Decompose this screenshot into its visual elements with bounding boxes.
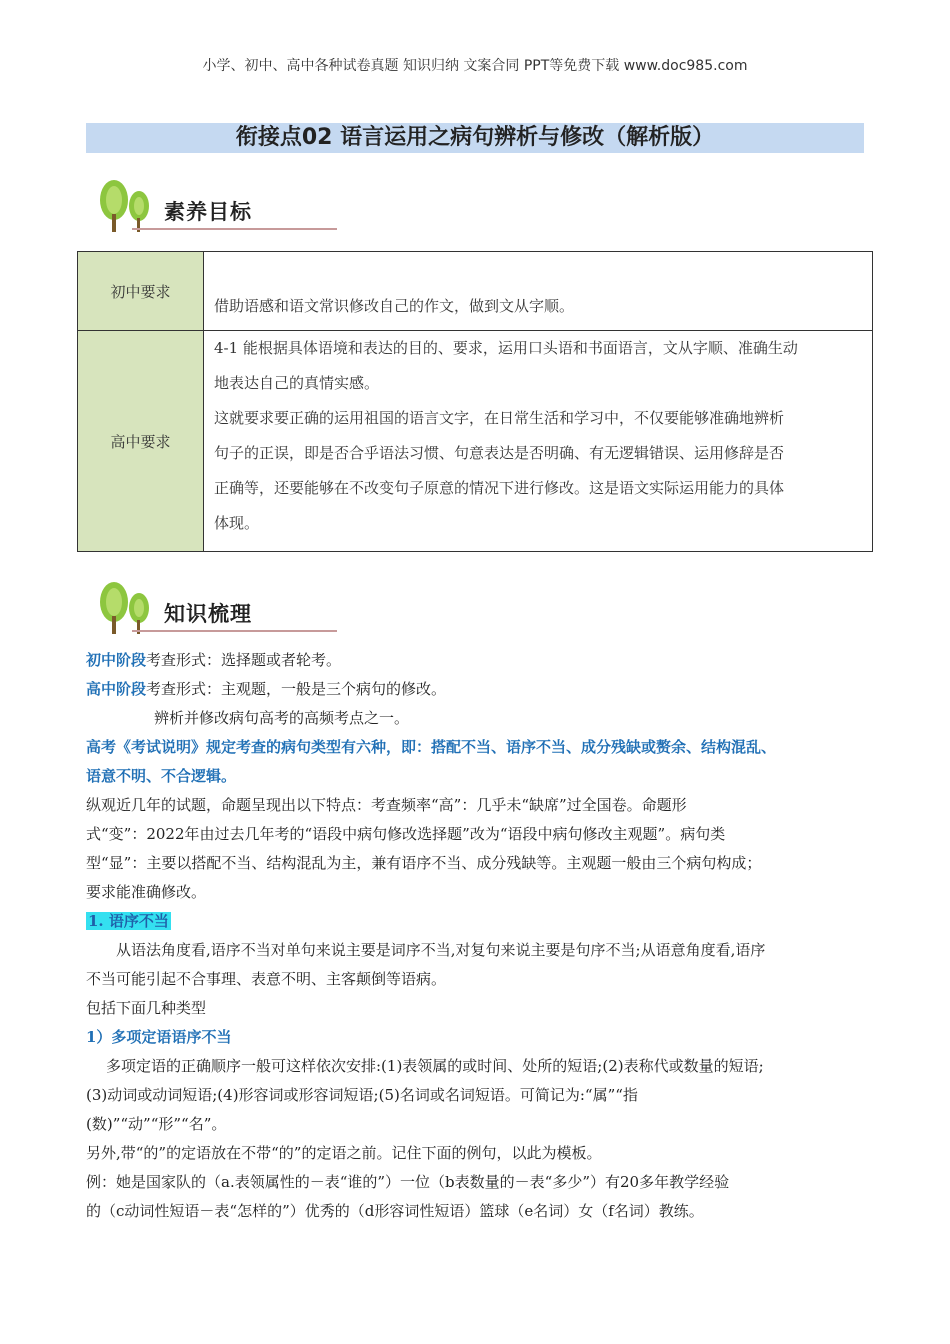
emphasis-line: 语意不明、不合逻辑。 — [86, 767, 237, 785]
table-value-line: 正确等，还要能够在不改变句子原意的情况下进行修改。这是语文实际运用能力的具体 — [214, 479, 785, 497]
table-row — [78, 252, 873, 331]
table-row — [78, 331, 873, 552]
example-line: 的（c动词性短语－表“怎样的”）优秀的（d形容词性短语）篮球（e名词）女（f名词）教练。 — [86, 1202, 704, 1220]
emphasis-line: 高考《考试说明》规定考查的病句类型有六种，即：搭配不当、语序不当、成分残缺或赘余、结构混乱、 — [86, 738, 777, 756]
table-value-line: 借助语感和语文常识修改自己的作文，做到文从字顺。 — [214, 297, 575, 315]
paragraph — [86, 675, 866, 704]
stage-label: 初中阶段 — [86, 651, 147, 669]
paragraph: 包括下面几种类型 — [86, 999, 207, 1017]
stage-text: 考查形式：选择题或者轮考。 — [146, 651, 342, 669]
stage-label: 高中阶段 — [86, 680, 147, 698]
paragraph — [86, 646, 866, 675]
section-heading-knowledge — [92, 580, 312, 640]
paragraph-line: (数)”“动”“形”“名”。 — [86, 1115, 227, 1133]
table-key-cell: 高中要求 — [78, 331, 204, 552]
document-title: 衔接点02 语言运用之病句辨析与修改（解析版） — [86, 123, 864, 153]
table-value-line: 体现。 — [214, 514, 260, 532]
knowledge-body — [86, 646, 866, 1226]
section-heading-label: 知识梳理 — [164, 602, 252, 626]
table-value-line: 这就要求要正确的运用祖国的语言文字，在日常生活和学习中，不仅要能够准确地辨析 — [214, 409, 785, 427]
example-line: 例：她是国家队的（a.表领属性的－表“谁的”）一位（b表数量的－表“多少”）有20多年教学经验 — [86, 1173, 730, 1191]
paragraph-line: 型“显”：主要以搭配不当、结构混乱为主，兼有语序不当、成分残缺等。主观题一般由三个病句构成； — [86, 854, 762, 872]
table-value-cell — [204, 331, 873, 552]
requirements-table — [77, 251, 873, 552]
paragraph-line: 要求能准确修改。 — [86, 883, 207, 901]
table-key-cell: 初中要求 — [78, 252, 204, 331]
stage-text: 考查形式：主观题，一般是三个病句的修改。 — [146, 680, 447, 698]
paragraph-line: 多项定语的正确顺序一般可这样依次安排:(1)表领属的或时间、处所的短语;(2)表称代或数量的短语; — [106, 1057, 764, 1075]
subheading — [86, 907, 866, 936]
table-value-cell — [204, 252, 873, 331]
paragraph-line: 不当可能引起不合事理、表意不明、主客颠倒等语病。 — [86, 970, 447, 988]
paragraph-line: (3)动词或动词短语;(4)形容词或形容词短语;(5)名词或名词短语。可简记为:“属”“指 — [86, 1086, 638, 1104]
table-value-line: 地表达自己的真情实感。 — [214, 374, 380, 392]
paragraph-line: 式“变”：2022年由过去几年考的“语段中病句修改选择题”改为“语段中病句修改主观题”。病句类 — [86, 825, 726, 843]
paragraph: 另外,带“的”的定语放在不带“的”的定语之前。记住下面的例句，以此为模板。 — [86, 1144, 602, 1162]
highlighted-heading: 1. 语序不当 — [88, 912, 169, 930]
subheading: 1）多项定语语序不当 — [86, 1028, 232, 1046]
section-divider — [132, 630, 337, 632]
table-value-line: 4-1 能根据具体语境和表达的目的、要求，运用口头语和书面语言，文从字顺、准确生动 — [214, 339, 798, 357]
page-header: 小学、初中、高中各种试卷真题 知识归纳 文案合同 PPT等免费下载 www.doc985.com — [202, 58, 748, 74]
section-heading-goals — [92, 178, 312, 238]
paragraph-line: 从语法角度看,语序不当对单句来说主要是词序不当,对复句来说主要是句序不当;从语意角度看,语序 — [116, 941, 766, 959]
table-value-line: 句子的正误，即是否合乎语法习惯、句意表达是否明确、有无逻辑错误、运用修辞是否 — [214, 444, 785, 462]
section-heading-label: 素养目标 — [164, 200, 252, 224]
paragraph-line: 纵观近几年的试题，命题呈现出以下特点：考查频率“高”：几乎未“缺席”过全国卷。命题形 — [86, 796, 687, 814]
section-divider — [132, 228, 337, 230]
paragraph: 辨析并修改病句高考的高频考点之一。 — [154, 709, 410, 727]
